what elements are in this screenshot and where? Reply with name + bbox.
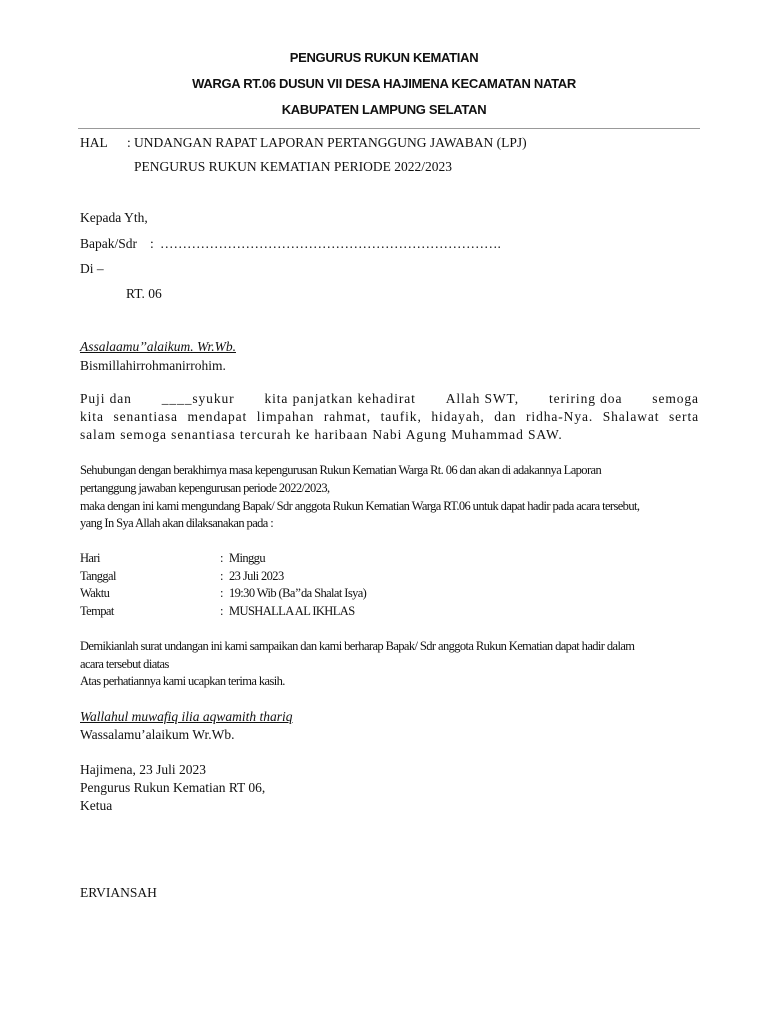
- subject-line-2: PENGURUS RUKUN KEMATIAN PERIODE 2022/2023: [134, 159, 453, 174]
- schedule-colon-hari: :: [220, 551, 223, 565]
- schedule-value-waktu: 19:30 Wib (Ba’’da Shalat Isya): [229, 586, 367, 600]
- opening-salam: Assalaamu’’alaikum. Wr.Wb.: [80, 339, 236, 354]
- schedule-colon-tempat: :: [220, 604, 223, 618]
- addressee-name-colon: :: [150, 236, 154, 251]
- addressee-at: Di –: [80, 261, 104, 276]
- signature-org: Pengurus Rukun Kematian RT 06,: [80, 780, 266, 795]
- p1-part-5: teriring doa: [548, 391, 623, 406]
- closing-wallahul: Wallahul muwafiq ilia aqwamith thariq: [80, 709, 293, 724]
- paragraph1-line-1: [80, 391, 699, 407]
- header-line-1: PENGURUS RUKUN KEMATIAN: [289, 50, 479, 65]
- schedule-value-tempat: MUSHALLA AL IKHLAS: [229, 604, 355, 618]
- header-line-2: WARGA RT.06 DUSUN VII DESA HAJIMENA KECAMATAN NATAR: [192, 76, 576, 91]
- signature-place-date: Hajimena, 23 Juli 2023: [80, 762, 206, 777]
- paragraph1-line-2: kita senantiasa mendapat limpahan rahmat, taufik, hidayah, dan ridha-Nya. Shalawat serta: [80, 409, 699, 424]
- addressee-to: Kepada Yth,: [80, 210, 148, 225]
- header-line-3: KABUPATEN LAMPUNG SELATAN: [281, 102, 487, 117]
- addressee-name-label: Bapak/Sdr: [80, 236, 137, 251]
- p1-part-6: semoga: [652, 391, 699, 406]
- paragraph1-line-3: salam semoga senantiasa tercurah ke haribaan Nabi Agung Muhammad SAW.: [80, 427, 563, 442]
- signature-role: Ketua: [80, 798, 113, 813]
- subject-line-1: UNDANGAN RAPAT LAPORAN PERTANGGUNG JAWABAN (LPJ): [134, 135, 527, 150]
- paragraph3-line-2: acara tersebut diatas: [80, 657, 169, 671]
- addressee-name-blank: ………………………………………………………………….: [160, 236, 501, 251]
- paragraph2-line-3: maka dengan ini kami mengundang Bapak/ Sdr anggota Rukun Kematian Warga RT.06 untuk dapat hadir pada acara tersebut,: [80, 499, 640, 513]
- schedule-value-tanggal: 23 Juli 2023: [229, 569, 284, 583]
- p1-part-4: Allah SWT,: [445, 391, 519, 406]
- paragraph2-line-1: Sehubungan dengan berakhirnya masa kepengurusan Rukun Kematian Warga Rt. 06 dan akan di adakannya Laporan: [80, 463, 602, 477]
- schedule-value-hari: Minggu: [229, 551, 265, 565]
- closing-salam: Wassalamu’alaikum Wr.Wb.: [80, 727, 235, 742]
- schedule-label-waktu: Waktu: [80, 586, 110, 600]
- paragraph2-line-2: pertanggung jawaban kepengurusan periode 2022/2023,: [80, 481, 330, 495]
- p1-part-2: ____syukur: [161, 391, 235, 406]
- addressee-place: RT. 06: [126, 286, 162, 301]
- schedule-label-tanggal: Tanggal: [80, 569, 116, 583]
- schedule-colon-waktu: :: [220, 586, 223, 600]
- opening-bismillah: Bismillahirrohmanirrohim.: [80, 358, 226, 373]
- p1-part-1: Puji dan: [80, 391, 132, 406]
- paragraph3-line-3: Atas perhatiannya kami ucapkan terima kasih.: [80, 674, 285, 688]
- subject-colon: :: [127, 135, 131, 150]
- schedule-colon-tanggal: :: [220, 569, 223, 583]
- p1-part-3: kita panjatkan kehadirat: [264, 391, 416, 406]
- paragraph3-line-1: Demikianlah surat undangan ini kami sampaikan dan kami berharap Bapak/ Sdr anggota Rukun Kematian dapat hadir dalam: [80, 639, 635, 653]
- paragraph2-line-4: yang In Sya Allah akan dilaksanakan pada :: [80, 516, 274, 530]
- subject-label: HAL: [80, 135, 108, 150]
- signature-name: ERVIANSAH: [80, 885, 157, 900]
- schedule-label-tempat: Tempat: [80, 604, 114, 618]
- header-divider: [78, 128, 700, 129]
- schedule-label-hari: Hari: [80, 551, 100, 565]
